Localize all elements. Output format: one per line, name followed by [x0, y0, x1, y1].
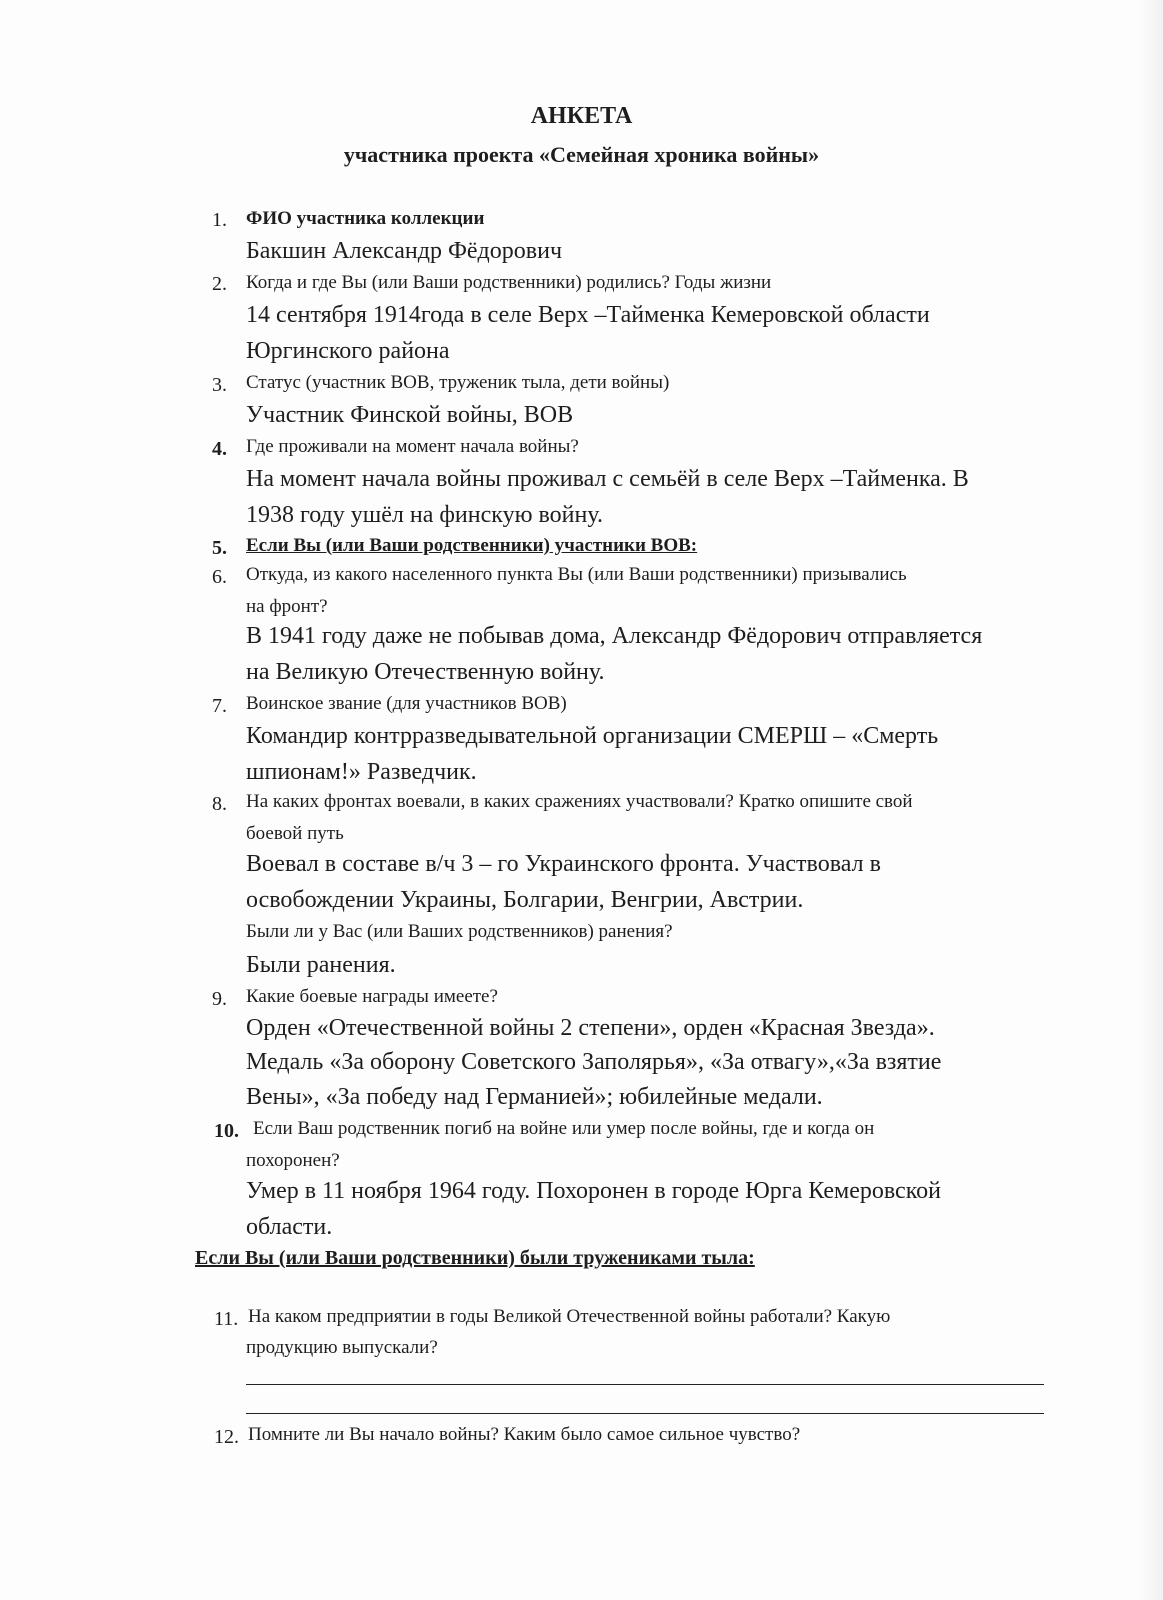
answer-text: шпионам!» Разведчик. — [246, 759, 477, 785]
question-text: Когда и где Вы (или Ваши родственники) родились? Годы жизни — [246, 272, 772, 293]
answer-text: Орден «Отечественной войны 2 степени», орден «Красная Звезда». — [246, 1015, 935, 1041]
answer-text: на Великую Отечественную войну. — [246, 659, 605, 685]
question-text: Воинское звание (для участников ВОВ) — [246, 693, 567, 714]
item-number: 4. — [212, 438, 227, 460]
page-title: АНКЕТА — [530, 103, 633, 129]
item-number: 11. — [214, 1308, 239, 1330]
answer-text: области. — [246, 1214, 333, 1240]
question-text: похоронен? — [246, 1150, 340, 1171]
question-text: Статус (участник ВОВ, труженик тыла, дети войны) — [246, 372, 670, 393]
item-number: 3. — [212, 374, 227, 396]
item-number: 10. — [214, 1120, 239, 1142]
answer-text: 1938 году ушёл на финскую войну. — [246, 502, 603, 528]
answer-text: В 1941 году даже не побывав дома, Александр Фёдорович отправляется — [246, 623, 983, 649]
page-edge-shadow — [1137, 0, 1163, 1600]
question-text: На каких фронтах воевали, в каких сражениях участвовали? Кратко опишите свой — [246, 791, 913, 812]
question-text: Были ли у Вас (или Ваших родственников) ранения? — [246, 921, 673, 942]
answer-text: Командир контрразведывательной организации СМЕРШ – «Смерть — [246, 723, 939, 749]
section-heading-home-front: Если Вы (или Ваши родственники) были тружениками тыла: — [195, 1247, 755, 1269]
question-text: Помните ли Вы начало войны? Каким было самое сильное чувство? — [248, 1424, 801, 1445]
item-number: 9. — [212, 988, 227, 1010]
answer-text: Умер в 11 ноября 1964 году. Похоронен в городе Юрга Кемеровской — [246, 1178, 941, 1204]
question-text: продукцию выпускали? — [246, 1337, 438, 1358]
answer-text: 14 сентября 1914года в селе Верх –Тайменка Кемеровской области — [246, 302, 930, 328]
section-heading: Если Вы (или Ваши родственники) участники ВОВ: — [246, 535, 698, 556]
answer-text: Были ранения. — [246, 952, 396, 978]
answer-text: Участник Финской войны, ВОВ — [246, 402, 574, 428]
answer-text: освобождении Украины, Болгарии, Венгрии, Австрии. — [246, 887, 804, 913]
answer-line[interactable] — [246, 1384, 1044, 1385]
answer-text: Вены», «За победу над Германией»; юбилейные медали. — [246, 1084, 823, 1110]
answer-text: Юргинского района — [246, 338, 450, 364]
item-number: 7. — [212, 695, 227, 717]
question-text: На каком предприятии в годы Великой Отечественной войны работали? Какую — [248, 1306, 891, 1327]
question-text: ФИО участника коллекции — [246, 208, 485, 229]
question-text: Если Ваш родственник погиб на войне или умер после войны, где и когда он — [253, 1118, 875, 1139]
question-text: боевой путь — [246, 823, 344, 844]
answer-text: Воевал в составе в/ч 3 – го Украинского фронта. Участвовал в — [246, 851, 881, 877]
question-text: Откуда, из какого населенного пункта Вы (или Ваши родственники) призывались — [246, 564, 907, 585]
item-number: 1. — [212, 209, 227, 231]
answer-text: Медаль «За оборону Советского Заполярья», «За отвагу»,«За взятие — [246, 1049, 942, 1075]
answer-text: На момент начала войны проживал с семьёй в селе Верх –Тайменка. В — [246, 466, 969, 492]
item-number: 2. — [212, 273, 227, 295]
answer-text: Бакшин Александр Фёдорович — [246, 238, 563, 264]
item-number: 6. — [212, 566, 227, 588]
question-text: Где проживали на момент начала войны? — [246, 436, 579, 457]
page-subtitle: участника проекта «Семейная хроника войны» — [343, 142, 820, 167]
item-number: 12. — [214, 1426, 239, 1448]
question-text: на фронт? — [246, 596, 328, 617]
item-number: 5. — [212, 537, 227, 559]
item-number: 8. — [212, 793, 227, 815]
answer-line[interactable] — [246, 1413, 1044, 1414]
question-text: Какие боевые награды имеете? — [246, 986, 498, 1007]
